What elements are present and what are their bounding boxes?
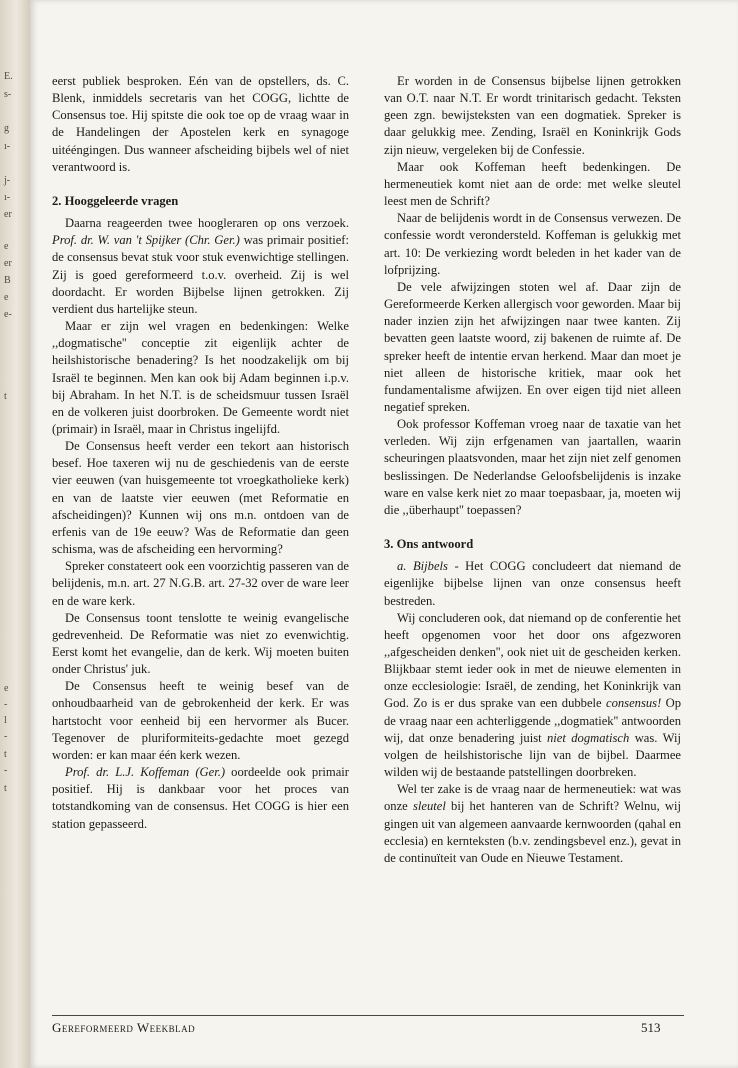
gutter-fragment: B xyxy=(4,275,11,286)
gutter-fragment: e- xyxy=(4,309,12,320)
paragraph: Er worden in de Consensus bijbelse lijnen getrokken van O.T. naar N.T. Er wordt trinitarisch gedacht. Teksten geen zgn. bewijsteksten van een dogmatiek. Spreker is daar gelukkig mee. Zending, Israël en Koninkrijk Gods zijn nieuw, vergeleken bij de Confessie. xyxy=(384,74,681,157)
gutter-fragment: t xyxy=(4,391,7,402)
paragraph: Wel ter zake is de vraag naar de hermeneutiek: wat was onze sleutel bij het hanteren van de Schrift? Welnu, wij gingen uit van algemeen aanvaarde kernwoorden (qahal en ecclesia) en kernteksten (b.v. zendingsbevel enz.), gevat in de continuïteit van Oude en Nieuwe Testament. xyxy=(384,782,682,865)
publication-title: Gereformeerd Weekblad xyxy=(52,1020,196,1035)
paragraph: Ook professor Koffeman vroeg naar de taxatie van het verleden. Wij zijn erfgenamen van jaartallen, waarin scheuringen plaatsvonden, maar het zijn niet zelf genomen beslissingen. De Nederlandse Geloofsbelijdenis is inzake ware en valse kerk niet zo maar toepasbaar, ja, moeten wij die ,,überhaupt'' toepassen? xyxy=(384,417,681,517)
paragraph: De Consensus toont tenslotte te weinig evangelische gedrevenheid. De Reformatie was niet zo evenwichtig. Eerst komt het evangelie, dan de kerk. Wij moeten buiten onder Christus' juk. xyxy=(52,610,349,677)
left-column xyxy=(52,73,349,833)
gutter-fragment: t xyxy=(4,749,7,760)
right-column xyxy=(384,73,681,867)
gutter-fragment: e xyxy=(4,241,9,252)
paragraph: De Consensus heeft verder een tekort aan historisch besef. Hoe taxeren wij nu de geschiedenis van de eerste vier eeuwen (van huisgemeente tot vroegkatholieke kerk) en van de laatste vier eeuwen (met Reformatie en afscheidingen)? Kunnen wij ons m.n. ontdoen van de erfenis van de 19e eeuw? Was de Reformatie dan geen schisma, was de afscheiding een hervorming? xyxy=(52,439,349,557)
gutter-fragment: s- xyxy=(4,89,12,100)
paragraph: De vele afwijzingen stoten wel af. Daar zijn de Gereformeerde Kerken allergisch voor geworden. Maar bij nader inzien zijn het afwijzingen naar twee kanten. Zij bevatten geen laatste woord, zij bakenen de ruimte af. De spreker heeft de intentie ervan herkend. Maar dan moet je niet alleen de historische kritiek, maar ook het fundamentalisme afwijzen. En over eigen tijd niet alleen negatief spreken. xyxy=(384,279,681,414)
gutter-fragment: t xyxy=(4,783,7,794)
gutter-fragment: j- xyxy=(4,175,11,186)
gutter-fragment: - xyxy=(4,731,8,742)
section-heading: 3. Ons antwoord xyxy=(384,537,474,552)
gutter-fragment: e xyxy=(4,683,9,694)
paragraph: De Consensus heeft te weinig besef van de onhoudbaarheid van de gebrokenheid der kerk. Er was hartstocht voor eenheid bij een hervormer als Bucer. Tegenover de pluriformiteits-gedachte moet gezegd worden: er kan maar één kerk wezen. xyxy=(52,679,349,762)
page-number: 513 xyxy=(641,1020,661,1035)
gutter-fragment: E. xyxy=(4,71,13,82)
paragraph: Maar er zijn wel vragen en bedenkingen: Welke ,,dogmatische'' conceptie zit eigenlijk achter de heilshistorische benadering? Is het noodzakelijk om bij Israël te beginnen. Men kan ook bij Adam beginnen i.p.v. bij Abraham. In het N.T. is de scheidsmuur tussen Israël en de volkeren juist doorbroken. De Gemeente wordt niet (primair) in Israël, maar in Christus ingelijfd. xyxy=(52,319,349,436)
previous-page-edge xyxy=(0,0,30,1068)
gutter-fragment: e xyxy=(4,292,9,303)
gutter-fragment: ı- xyxy=(4,141,11,152)
gutter-fragment: g xyxy=(4,123,9,134)
paragraph: Wij concluderen ook, dat niemand op de conferentie het heeft opgenomen voor het door ons afgezworen ,,afgescheiden denken'', ook niet uit de gescheiden kerken. Blijkbaar stemt ieder ook in met de nieuwe elementen in onze ecclesiologie: Israël, de zending, het Koninkrijk van God. Zo is er dus sprake van een dubbele consensus! Op de vraag naar een achterliggende ,,dogmatiek'' antwoorden wij, dat onze benadering juist niet dogmatisch was. Wij volgen de heilshistorische lijn van de bijbel. Daarmee wilden wij de bestaande patstellingen doorbreken. xyxy=(384,610,682,780)
gutter-fragment: - xyxy=(4,765,8,776)
gutter-fragment: ı- xyxy=(4,192,11,203)
section-heading: 2. Hooggeleerde vragen xyxy=(52,193,179,208)
paragraph: Maar ook Koffeman heeft bedenkingen. De hermeneutiek komt niet aan de orde: met welke sleutel leest men de Schrift? xyxy=(384,159,681,209)
gutter-fragment: l xyxy=(4,715,7,726)
gutter-fragment: - xyxy=(4,699,8,710)
footer-divider xyxy=(52,1015,684,1016)
paragraph: Prof. dr. L.J. Koffeman (Ger.) oordeelde ook primair positief. Hij is dankbaar voor het proces van totstandkoming van de consensus. Het COGG is hier een station gepasseerd. xyxy=(52,765,350,831)
gutter-fragment: er xyxy=(4,209,12,220)
paragraph: a. Bijbels - Het COGG concludeert dat niemand de eigenlijke bijbelse lijnen van onze consensus heeft bestreden. xyxy=(384,559,681,608)
paragraph: eerst publiek besproken. Eén van de opstellers, ds. C. Blenk, inmiddels secretaris van het COGG, lichtte de Consensus toe. Hij spitste die ook toe op de vraag waar in de Handelingen der Apostelen kerk en synagoge uitééngingen. Dus wanneer afscheiding bijbels wel of niet verantwoord is. xyxy=(52,74,349,174)
magazine-page xyxy=(30,0,738,1068)
paragraph: Daarna reageerden twee hoogleraren op ons verzoek. Prof. dr. W. van 't Spijker (Chr. Ger.) was primair positief: de consensus bevat stuk voor stuk evenwichtige stellingen. Zij is goed gereformeerd t.o.v. overheid. Zij is wel doordacht. Er worden Bijbelse lijnen getrokken. Zij verdient dus hartelijke steun. xyxy=(52,216,350,316)
gutter-fragment: er xyxy=(4,258,12,269)
paragraph: Spreker constateert ook een voorzichtig passeren van de belijdenis, m.n. art. 27 N.G.B. art. 27-32 over de ware leer en de ware kerk. xyxy=(52,559,349,608)
paragraph: Naar de belijdenis wordt in de Consensus verwezen. De confessie wordt verondersteld. Koffeman is gelukkig met art. 10: De verkiezing wordt beleden in het kader van de lofprijzing. xyxy=(384,211,681,277)
